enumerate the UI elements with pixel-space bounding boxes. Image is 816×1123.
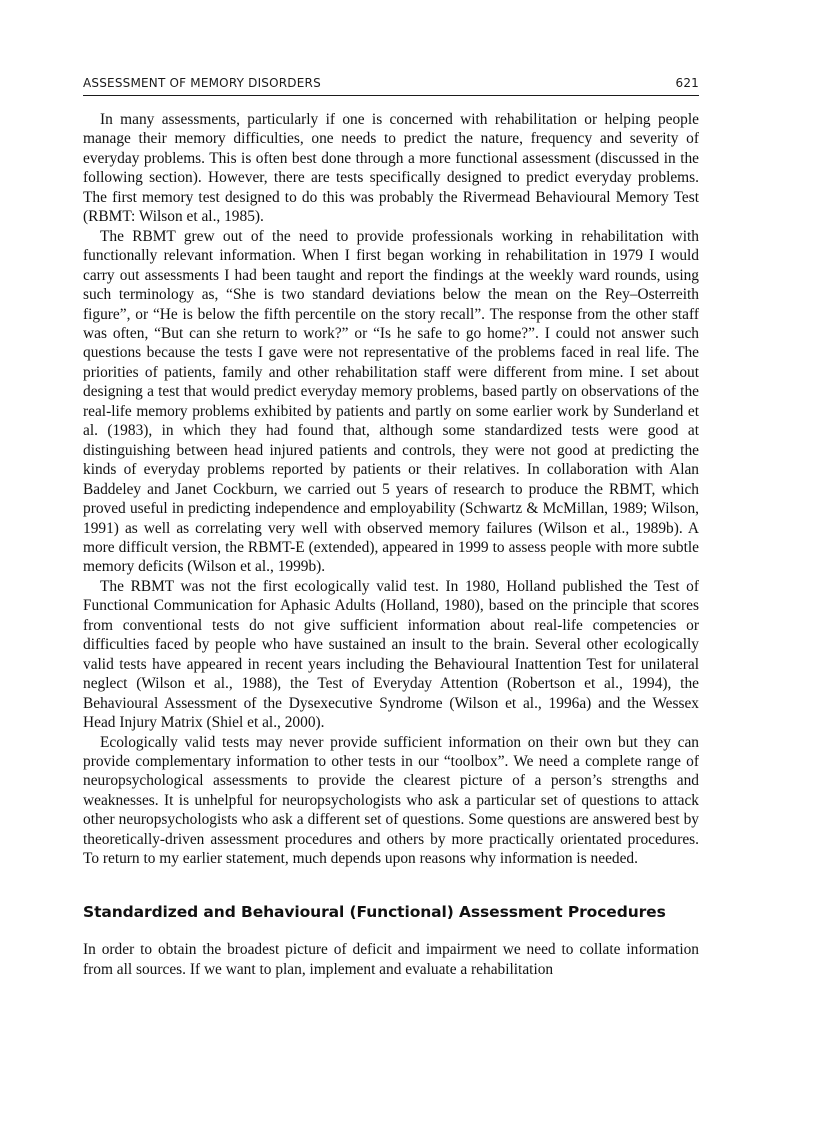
section-heading: Standardized and Behavioural (Functional) Assessment Procedures <box>83 902 666 921</box>
book-page <box>83 76 699 979</box>
page-number: 621 <box>675 76 699 90</box>
paragraph-3: The RBMT was not the first ecologically valid test. In 1980, Holland published the Test of Functional Communication for Aphasic Adults (Holland, 1980), based on the principle that scores from conventional tests do not give sufficient information about real-life competencies or difficulties faced by people who have sustained an insult to the brain. Several other ecologically valid tests have appeared in recent years including the Behavioural Inattention Test for unilateral neglect (Wilson et al., 1988), the Test of Everyday Attention (Robertson et al., 1994), the Behavioural Assessment of the Dysexecutive Syndrome (Wilson et al., 1996a) and the Wessex Head Injury Matrix (Shiel et al., 2000). <box>83 577 699 732</box>
running-header <box>83 76 699 96</box>
section-paragraph-1: In order to obtain the broadest picture of deficit and impairment we need to collate information from all sources. If we want to plan, implement and evaluate a rehabilitation <box>83 941 699 978</box>
running-title: ASSESSMENT OF MEMORY DISORDERS <box>83 76 321 90</box>
body-text <box>83 110 699 979</box>
paragraph-1: In many assessments, particularly if one is concerned with rehabilitation or helping people manage their memory difficulties, one needs to predict the nature, frequency and severity of everyday problems. This is often best done through a more functional assessment (discussed in the following section). However, there are tests specifically designed to predict everyday problems. The first memory test designed to do this was probably the Rivermead Behavioural Memory Test (RBMT: Wilson et al., 1985). <box>83 111 699 226</box>
paragraph-4: Ecologically valid tests may never provide sufficient information on their own but they can provide complementary information to other tests in our “toolbox”. We need a complete range of neuropsychological assessments to provide the clearest picture of a person’s strengths and weaknesses. It is unhelpful for neuropsychologists who ask a particular set of questions to attack other neuropsychologists who ask a different set of questions. Some questions are answered best by theoretically-driven assessment procedures and others by more practically orientated procedures. To return to my earlier statement, much depends upon reasons why information is needed. <box>83 733 699 868</box>
paragraph-2: The RBMT grew out of the need to provide professionals working in rehabilitation with functionally relevant information. When I first began working in rehabilitation in 1979 I would carry out assessments I had been taught and report the findings at the weekly ward rounds, using such terminology as, “She is two standard deviations below the mean on the Rey–Osterreith figure”, or “He is below the fifth percentile on the story recall”. The response from the other staff was often, “But can she return to work?” or “Is he safe to go home?”. I could not answer such questions because the tests I gave were not representative of the problems faced in real life. The priorities of patients, family and other rehabilitation staff were different from mine. I set about designing a test that would predict everyday memory problems, based partly on observations of the real-life memory problems exhibited by patients and partly on some earlier work by Sunderland et al. (1983), in which they had found that, although some standardized tests were good at distinguishing between head injured patients and controls, they were not good at predicting the kinds of everyday problems reported by patients or their relatives. In collaboration with Alan Baddeley and Janet Cockburn, we carried out 5 years of research to produce the RBMT, which proved useful in predicting independence and employability (Schwartz & McMillan, 1989; Wilson, 1991) as well as correlating very well with observed memory failures (Wilson et al., 1989b). A more difficult version, the RBMT-E (extended), appeared in 1999 to assess people with more subtle memory deficits (Wilson et al., 1999b). <box>83 227 699 576</box>
